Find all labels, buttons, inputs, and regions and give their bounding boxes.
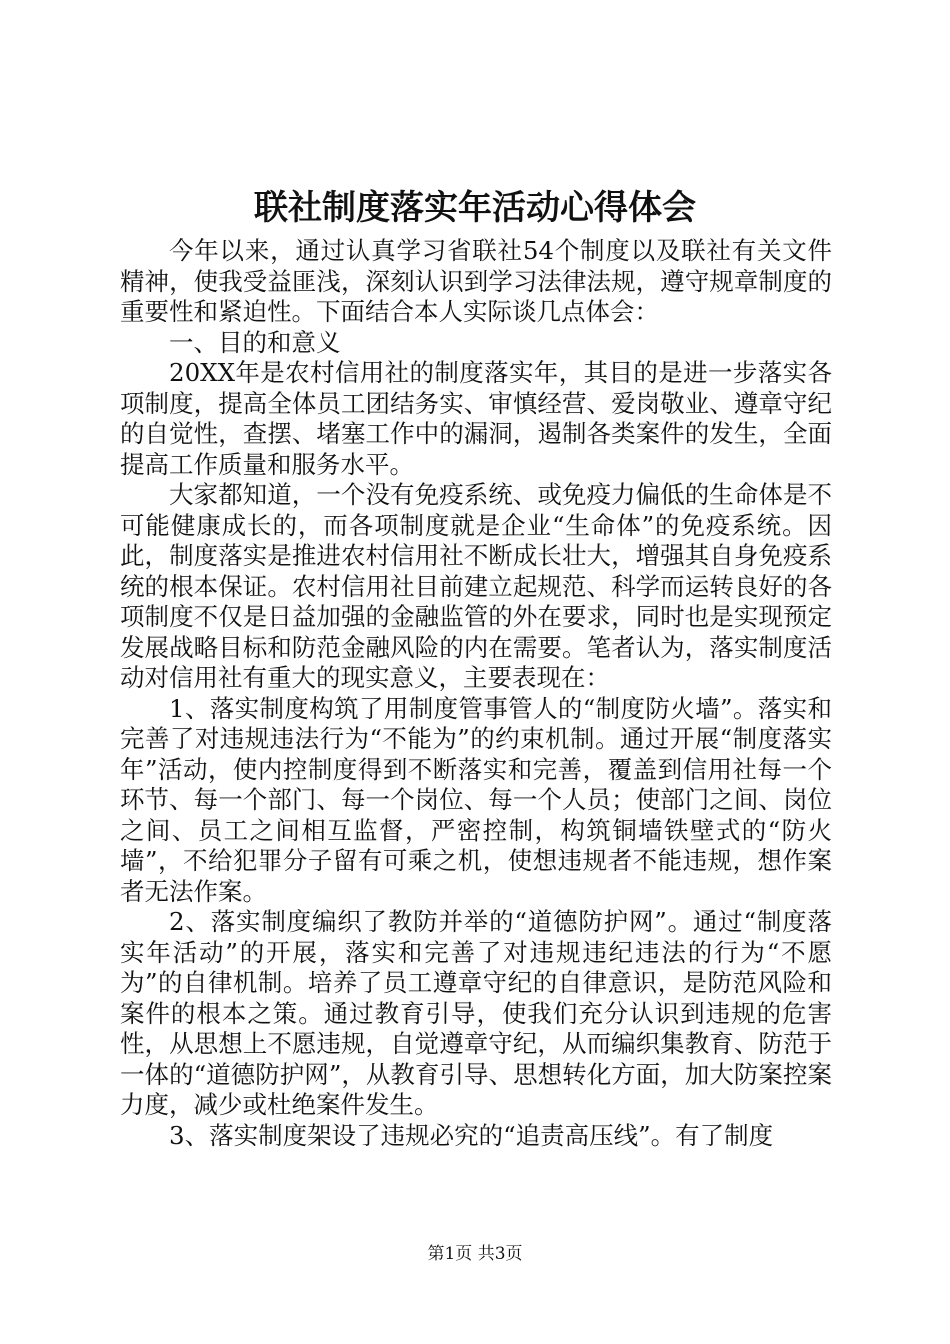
document-body	[120, 236, 832, 1151]
page-footer: 第1页 共3页	[427, 1244, 523, 1264]
paragraph-intro: 今年以来，通过认真学习省联社54个制度以及联社有关文件精神，使我受益匪浅，深刻认识到学习法律法规，遵守规章制度的重要性和紧迫性。下面结合本人实际谈几点体会：	[120, 236, 832, 326]
paragraph-point-1: 1、落实制度构筑了用制度管事管人的“制度防火墙”。落实和完善了对违规违法行为“不能为”的约束机制。通过开展“制度落实年”活动，使内控制度得到不断落实和完善，覆盖到信用社每一个环节、每一个部门、每一个岗位、每一个人员；使部门之间、岗位之间、员工之间相互监督，严密控制，构筑铜墙铁壁式的“防火墙”，不给犯罪分子留有可乘之机，使想违规者不能违规，想作案者无法作案。	[120, 693, 832, 906]
paragraph-purpose: 20XX年是农村信用社的制度落实年，其目的是进一步落实各项制度，提高全体员工团结务实、审慎经营、爱岗敬业、遵章守纪的自觉性，查摆、堵塞工作中的漏洞，遏制各类案件的发生，全面提高工作质量和服务水平。	[120, 358, 832, 479]
paragraph-point-3: 3、落实制度架设了违规必究的“追责高压线”。有了制度	[169, 1120, 774, 1150]
paragraph-immune-system: 大家都知道，一个没有免疫系统、或免疫力偏低的生命体是不可能健康成长的，而各项制度就是企业“生命体”的免疫系统。因此，制度落实是推进农村信用社不断成长壮大，增强其自身免疫系统的根本保证。农村信用社目前建立起规范、科学而运转良好的各项制度不仅是日益加强的金融监管的外在要求，同时也是实现预定发展战略目标和防范金融风险的内在需要。笔者认为，落实制度活动对信用社有重大的现实意义，主要表现在：	[120, 480, 832, 692]
section-heading-purpose: 一、目的和意义	[169, 327, 341, 357]
document-title: 联社制度落实年活动心得体会	[254, 188, 696, 228]
paragraph-point-2: 2、落实制度编织了教防并举的“道德防护网”。通过“制度落实年活动”的开展，落实和完善了对违规违纪违法的行为“不愿为”的自律机制。培养了员工遵章守纪的自律意识，是防范风险和案件的根本之策。通过教育引导，使我们充分认识到违规的危害性，从思想上不愿违规，自觉遵章守纪，从而编织集教育、防范于一体的“道德防护网”，从教育引导、思想转化方面，加大防案控案力度，减少或杜绝案件发生。	[120, 907, 832, 1119]
